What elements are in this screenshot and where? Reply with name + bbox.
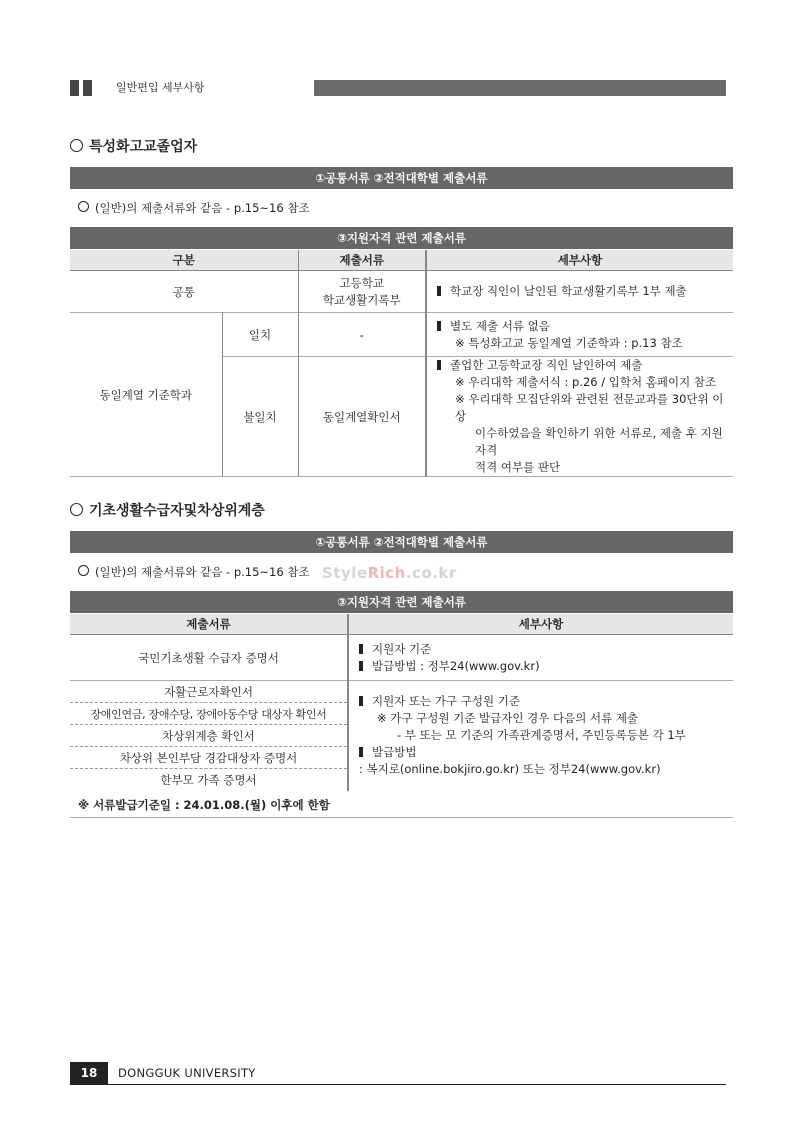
university-name: DONGGUK UNIVERSITY: [118, 1066, 256, 1080]
sub-category-mismatch: 불일치: [222, 357, 298, 477]
document-cell: 자활근로자확인서: [70, 681, 348, 703]
page-number: 18: [70, 1062, 108, 1084]
group-label: 동일계열 기준학과: [70, 313, 222, 477]
section1-common-bar: ①공통서류 ②전적대학별 제출서류: [70, 167, 733, 189]
document-cell: 국민기초생활 수급자 증명서: [70, 635, 348, 681]
square-bullet-icon: [359, 661, 363, 671]
document-cell: -: [298, 313, 426, 357]
header-bar: [314, 80, 726, 96]
square-bullet-icon: [359, 696, 363, 706]
circle-bullet-icon: [70, 503, 83, 516]
header-marker: [83, 80, 92, 96]
sub-category-match: 일치: [222, 313, 298, 357]
circle-bullet-icon: [78, 565, 89, 576]
document-cell: 차상위계층 확인서: [70, 725, 348, 747]
page-header: [70, 80, 726, 96]
section1-title: 특성화고교졸업자: [70, 138, 197, 156]
section1-table: [70, 250, 733, 477]
section2-common-bar: ①공통서류 ②전적대학별 제출서류: [70, 531, 733, 553]
issue-date-note: ※ 서류발급기준일 : 24.01.08.(월) 이후에 한함: [70, 792, 733, 818]
section2-note: (일반)의 제출서류와 같음 - p.15~16 참조: [78, 564, 310, 580]
section1-qual-bar: ③지원자격 관련 제출서류: [70, 227, 733, 249]
watermark: StyleRich.co.kr: [322, 564, 457, 582]
square-bullet-icon: [437, 321, 441, 331]
square-bullet-icon: [359, 747, 363, 757]
table-row: [70, 271, 733, 313]
document-cell: 장애인연금, 장애수당, 장애아동수당 대상자 확인서: [70, 703, 348, 725]
detail-cell: 졸업한 고등학교장 직인 날인하여 제출 ※ 우리대학 제출서식 : p.26 / 입학처 홈페이지 참조 ※ 우리대학 모집단위와 관련된 전문교과를 30단위 이상 이수하였음을 확인하기 위한 서류로, 제출 후 지원자격 적격 여부를 판단: [426, 357, 733, 477]
table-row: [70, 681, 733, 703]
header-section-label: 일반편입 세부사항: [98, 80, 312, 96]
square-bullet-icon: [437, 360, 441, 370]
document-cell: 차상위 본인부담 경감대상자 증명서: [70, 747, 348, 769]
header-marker: [70, 80, 79, 96]
detail-cell: 별도 제출 서류 없음 ※ 특성화고교 동일계열 기준학과 : p.13 참조: [426, 313, 733, 357]
document-cell: 고등학교 학교생활기록부: [298, 271, 426, 313]
section2-qual-bar: ③지원자격 관련 제출서류: [70, 591, 733, 613]
circle-bullet-icon: [78, 201, 89, 212]
detail-cell: 학교장 직인이 날인된 학교생활기록부 1부 제출: [426, 271, 733, 313]
section2-title: 기초생활수급자및차상위계층: [70, 502, 265, 520]
section1-note: (일반)의 제출서류와 같음 - p.15~16 참조: [78, 200, 310, 216]
square-bullet-icon: [437, 286, 441, 296]
footer-rule: [70, 1084, 726, 1085]
category-common: 공통: [70, 271, 298, 313]
col-header-document: 제출서류: [298, 250, 426, 271]
table-row: [70, 635, 733, 681]
document-cell: 동일계열확인서: [298, 357, 426, 477]
col-header-document: 제출서류: [70, 614, 348, 635]
col-header-category: 구분: [70, 250, 298, 271]
col-header-detail: 세부사항: [426, 250, 733, 271]
circle-bullet-icon: [70, 139, 83, 152]
detail-cell: 지원자 기준 발급방법 : 정부24(www.gov.kr): [348, 635, 733, 681]
square-bullet-icon: [359, 644, 363, 654]
document-cell: 한부모 가족 증명서: [70, 769, 348, 791]
col-header-detail: 세부사항: [348, 614, 733, 635]
detail-cell: 지원자 또는 가구 구성원 기준 ※ 가구 구성원 기준 발급자인 경우 다음의 서류 제출 - 부 또는 모 기준의 가족관계증명서, 주민등록등본 각 1부 발급방법 : 복지로(online.bokjiro.go.kr) 또는 정부24(www.gov.kr): [359, 694, 686, 777]
table-row: [70, 313, 733, 357]
section2-table: [70, 614, 733, 791]
